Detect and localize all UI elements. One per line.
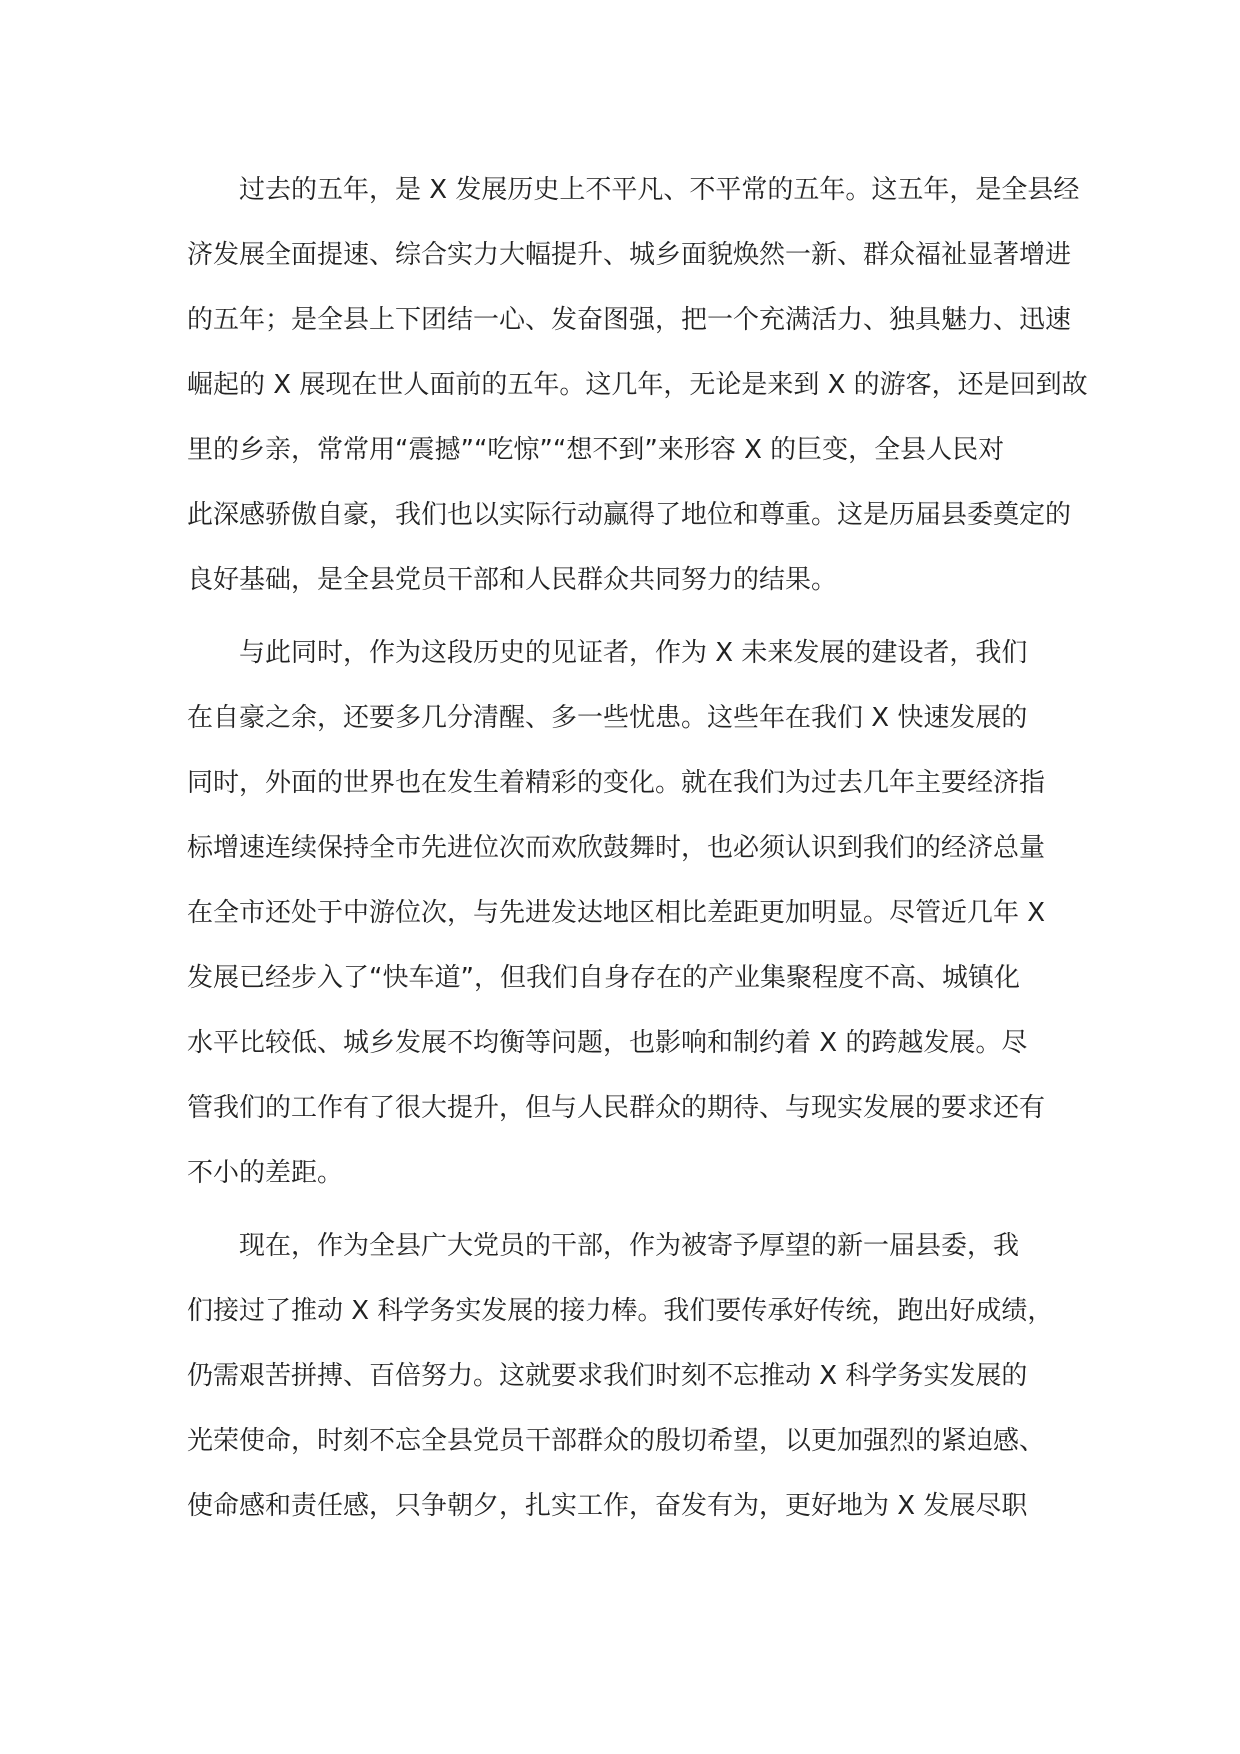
text-line: 良好基础，是全县党员干部和人民群众共同努力的结果。 <box>187 565 838 595</box>
text-line: 在自豪之余，还要多几分清醒、多一些忧患。这些年在我们 X 快速发展的 <box>187 703 1028 733</box>
text-line: 与此同时，作为这段历史的见证者，作为 X 未来发展的建设者，我们 <box>187 638 1028 668</box>
text-line: 崛起的 X 展现在世人面前的五年。这几年，无论是来到 X 的游客，还是回到故 <box>187 370 1088 400</box>
text-line: 标增速连续保持全市先进位次而欢欣鼓舞时，也必须认识到我们的经济总量 <box>187 833 1046 863</box>
text-line: 过去的五年，是 X 发展历史上不平凡、不平常的五年。这五年，是全县经 <box>187 175 1080 205</box>
text-line: 在全市还处于中游位次，与先进发达地区相比差距更加明显。尽管近几年 X <box>187 898 1046 928</box>
text-line: 济发展全面提速、综合实力大幅提升、城乡面貌焕然一新、群众福祉显著增进 <box>187 240 1072 270</box>
paragraph-3 <box>187 1226 1057 1551</box>
text-line: 水平比较低、城乡发展不均衡等问题，也影响和制约着 X 的跨越发展。尽 <box>187 1028 1028 1058</box>
text-line: 此深感骄傲自豪，我们也以实际行动赢得了地位和尊重。这是历届县委奠定的 <box>187 500 1072 530</box>
paragraph-2 <box>187 633 1057 1218</box>
text-line: 里的乡亲，常常用“震撼”“吃惊”“想不到”来形容 X 的巨变，全县人民对 <box>187 435 1005 465</box>
text-line: 使命感和责任感，只争朝夕，扎实工作，奋发有为，更好地为 X 发展尽职 <box>187 1491 1028 1521</box>
text-line: 管我们的工作有了很大提升，但与人民群众的期待、与现实发展的要求还有 <box>187 1093 1046 1123</box>
document-body <box>187 170 1088 1551</box>
text-line: 不小的差距。 <box>187 1158 344 1188</box>
paragraph-1 <box>187 170 1088 625</box>
text-line: 光荣使命，时刻不忘全县党员干部群众的殷切希望，以更加强烈的紧迫感、 <box>187 1426 1046 1456</box>
text-line: 现在，作为全县广大党员的干部，作为被寄予厚望的新一届县委，我 <box>187 1231 1020 1261</box>
text-line: 的五年；是全县上下团结一心、发奋图强，把一个充满活力、独具魅力、迅速 <box>187 305 1072 335</box>
text-line: 仍需艰苦拼搏、百倍努力。这就要求我们时刻不忘推动 X 科学务实发展的 <box>187 1361 1028 1391</box>
paragraph-spacer <box>187 1218 1057 1226</box>
text-line: 发展已经步入了“快车道”，但我们自身存在的产业集聚程度不高、城镇化 <box>187 963 1020 993</box>
text-line: 们接过了推动 X 科学务实发展的接力棒。我们要传承好传统，跑出好成绩， <box>187 1296 1054 1326</box>
paragraph-spacer <box>187 625 1057 633</box>
text-line: 同时，外面的世界也在发生着精彩的变化。就在我们为过去几年主要经济指 <box>187 768 1046 798</box>
